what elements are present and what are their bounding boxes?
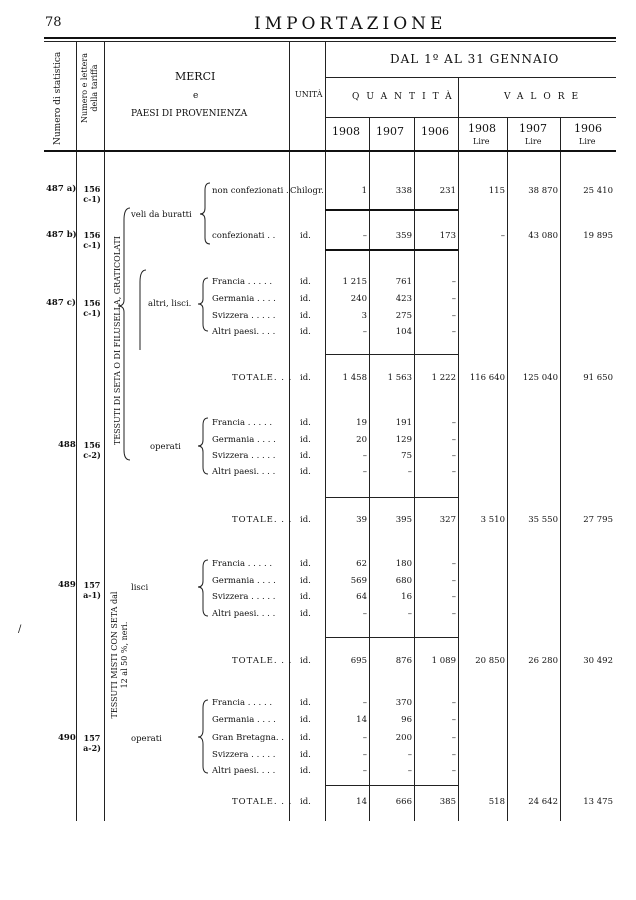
row-unit: id. bbox=[300, 592, 311, 602]
row-label: Altri paesi. . . . bbox=[212, 467, 276, 477]
quantity-cell-1908: 1 215 bbox=[342, 277, 367, 287]
quantity-cell-1908: – bbox=[362, 698, 367, 708]
row-unit: id. bbox=[300, 327, 311, 337]
row-unit: id. bbox=[300, 418, 311, 428]
row-unit: id. bbox=[300, 733, 311, 743]
quantity-cell-1907: 200 bbox=[395, 733, 412, 743]
row-unit: id. bbox=[300, 373, 311, 383]
paesi-header: PAESI DI PROVENIENZA bbox=[131, 109, 248, 119]
quantity-cell-1906: – bbox=[451, 559, 456, 569]
year-v-1907: 1907 bbox=[519, 122, 547, 135]
period-header: DAL 1º AL 31 GENNAIO bbox=[390, 52, 560, 66]
quantity-cell-1908: 14 bbox=[356, 715, 367, 725]
quantity-cell-1907: 191 bbox=[395, 418, 412, 428]
stat-489: 489 bbox=[58, 580, 76, 590]
group-lisci: lisci bbox=[131, 583, 149, 593]
lire-v-1907: Lire bbox=[525, 137, 542, 146]
quantity-cell-1906: 385 bbox=[439, 797, 456, 807]
quantity-cell-1907: 180 bbox=[395, 559, 412, 569]
row-unit: id. bbox=[300, 515, 311, 525]
group-tessuti-seta: TESSUTI DI SETA O DI FILUSELLA, GRATICOLATI bbox=[113, 236, 122, 445]
row-label: Francia . . . . . bbox=[212, 418, 273, 428]
quantity-cell-1908: 3 bbox=[361, 311, 367, 321]
tariff-r1: 156 c-1) bbox=[83, 184, 101, 204]
row-unit: id. bbox=[300, 656, 311, 666]
quantity-cell-1906: – bbox=[451, 750, 456, 760]
row-label: Francia . . . . . bbox=[212, 698, 273, 708]
quantity-cell-1907: 338 bbox=[395, 186, 412, 196]
quantity-cell-1907: 359 bbox=[395, 231, 412, 241]
group-altri-lisci: altri, lisci. bbox=[148, 299, 192, 309]
quantity-cell-1906: 327 bbox=[439, 515, 456, 525]
row-label: Germania . . . . bbox=[212, 576, 276, 586]
group-tessuti-misti-text: TESSUTI MISTI CON SETA dal 12 al 50 %, neri. bbox=[110, 591, 129, 719]
quantity-cell-1906: 231 bbox=[439, 186, 456, 196]
quantity-cell-1906: – bbox=[451, 576, 456, 586]
value-cell-1908: 115 bbox=[488, 186, 505, 196]
tariff-487c: 156 c-1) bbox=[83, 298, 101, 318]
lire-v-1906: Lire bbox=[579, 137, 596, 146]
brace-altri-outer bbox=[140, 270, 146, 350]
quantity-cell-1908: 569 bbox=[350, 576, 367, 586]
group-operati-1: operati bbox=[150, 442, 181, 452]
quantity-cell-1907: 680 bbox=[395, 576, 412, 586]
stat-r1: 487 a) bbox=[46, 184, 77, 194]
quantity-cell-1907: 423 bbox=[395, 294, 412, 304]
value-cell-1908: 3 510 bbox=[480, 515, 505, 525]
value-cell-1906: 25 410 bbox=[583, 186, 613, 196]
row-unit: id. bbox=[300, 609, 311, 619]
year-q-1908: 1908 bbox=[332, 125, 360, 138]
quantity-cell-1907: 129 bbox=[395, 435, 412, 445]
row-label: Francia . . . . . bbox=[212, 277, 273, 287]
value-cell-1907: 38 870 bbox=[528, 186, 558, 196]
quantity-cell-1906: – bbox=[451, 277, 456, 287]
row-label: non confezionati . bbox=[212, 186, 289, 196]
row-unit: id. bbox=[300, 576, 311, 586]
col-stat-header: Numero di statistica bbox=[53, 51, 63, 145]
row-unit: id. bbox=[300, 435, 311, 445]
quantity-cell-1908: 62 bbox=[356, 559, 367, 569]
quantity-cell-1906: – bbox=[451, 311, 456, 321]
row-unit: id. bbox=[300, 467, 311, 477]
quantity-cell-1906: 1 089 bbox=[431, 656, 456, 666]
brace-veli bbox=[200, 183, 210, 244]
quantity-cell-1907: 96 bbox=[401, 715, 412, 725]
quantity-cell-1908: – bbox=[362, 750, 367, 760]
row-unit: id. bbox=[300, 294, 311, 304]
row-unit: id. bbox=[300, 311, 311, 321]
quantity-cell-1908: – bbox=[362, 609, 367, 619]
brace-operati-2 bbox=[198, 700, 208, 773]
quantity-cell-1906: – bbox=[451, 698, 456, 708]
row-unit: id. bbox=[300, 715, 311, 725]
stat-488: 488 bbox=[58, 440, 76, 450]
row-unit: id. bbox=[300, 766, 311, 776]
row-label: Germania . . . . bbox=[212, 294, 276, 304]
row-label: Francia . . . . . bbox=[212, 559, 273, 569]
value-cell-1907: 26 280 bbox=[528, 656, 558, 666]
quantity-cell-1908: – bbox=[362, 766, 367, 776]
quantity-cell-1907: 275 bbox=[395, 311, 412, 321]
quantity-cell-1907: – bbox=[407, 609, 412, 619]
row-label: Germania . . . . bbox=[212, 435, 276, 445]
row-unit: id. bbox=[300, 451, 311, 461]
value-cell-1908: 20 850 bbox=[475, 656, 505, 666]
tariff-488: 156 c-2) bbox=[83, 440, 101, 460]
row-unit: id. bbox=[300, 231, 311, 241]
value-cell-1908: – bbox=[500, 231, 505, 241]
row-label: Svizzera . . . . . bbox=[212, 451, 276, 461]
quantity-cell-1908: 14 bbox=[356, 797, 367, 807]
quantity-cell-1907: – bbox=[407, 766, 412, 776]
row-label: Svizzera . . . . . bbox=[212, 592, 276, 602]
group-veli: veli da buratti bbox=[131, 210, 192, 220]
year-q-1907: 1907 bbox=[376, 125, 404, 138]
quantity-cell-1908: 1 458 bbox=[342, 373, 367, 383]
value-cell-1906: 13 475 bbox=[583, 797, 613, 807]
quantity-cell-1906: – bbox=[451, 592, 456, 602]
page-title: IMPORTAZIONE bbox=[254, 14, 447, 34]
row-unit: id. bbox=[300, 559, 311, 569]
value-cell-1907: 43 080 bbox=[528, 231, 558, 241]
quantity-cell-1908: 1 bbox=[361, 186, 367, 196]
e-header: e bbox=[193, 91, 199, 101]
row-label: Altri paesi. . . . bbox=[212, 766, 276, 776]
quantity-cell-1906: 173 bbox=[439, 231, 456, 241]
year-v-1908: 1908 bbox=[468, 122, 496, 135]
quantity-cell-1906: – bbox=[451, 766, 456, 776]
unita-header: UNITÀ bbox=[295, 90, 323, 99]
quantity-cell-1907: 370 bbox=[395, 698, 412, 708]
quantity-cell-1906: – bbox=[451, 327, 456, 337]
row-label: confezionati . . bbox=[212, 231, 276, 241]
value-cell-1906: 19 895 bbox=[583, 231, 613, 241]
tariff-r2: 156 c-1) bbox=[83, 230, 101, 250]
value-cell-1907: 35 550 bbox=[528, 515, 558, 525]
quantity-cell-1908: 240 bbox=[350, 294, 367, 304]
row-total-label: TOTALE. . . bbox=[232, 373, 293, 383]
quantity-cell-1906: – bbox=[451, 467, 456, 477]
quantity-cell-1907: 75 bbox=[401, 451, 412, 461]
value-cell-1907: 125 040 bbox=[522, 373, 558, 383]
stray-mark-1: / bbox=[18, 624, 22, 635]
tariff-490: 157 a-2) bbox=[83, 733, 101, 753]
quantity-cell-1906: – bbox=[451, 435, 456, 445]
brace-lisci bbox=[198, 560, 208, 616]
quantity-cell-1907: 876 bbox=[395, 656, 412, 666]
year-v-1906: 1906 bbox=[574, 122, 602, 135]
quantity-cell-1908: 39 bbox=[356, 515, 367, 525]
quantity-cell-1908: 19 bbox=[356, 418, 367, 428]
stat-r2: 487 b) bbox=[46, 230, 77, 240]
row-unit: id. bbox=[300, 698, 311, 708]
page-number: 78 bbox=[45, 15, 62, 30]
row-label: Gran Bretagna. . bbox=[212, 733, 285, 743]
quantity-cell-1908: – bbox=[362, 451, 367, 461]
value-cell-1906: 27 795 bbox=[583, 515, 613, 525]
valore-header: VALORE bbox=[504, 92, 586, 102]
lire-v-1908: Lire bbox=[473, 137, 490, 146]
row-unit: id. bbox=[300, 797, 311, 807]
merci-header: MERCI bbox=[175, 70, 216, 83]
row-label: Svizzera . . . . . bbox=[212, 750, 276, 760]
value-cell-1907: 24 642 bbox=[528, 797, 558, 807]
quantity-cell-1908: – bbox=[362, 467, 367, 477]
row-total-label: TOTALE. . . bbox=[232, 797, 293, 807]
quantity-cell-1907: 395 bbox=[395, 515, 412, 525]
quantity-cell-1907: 666 bbox=[395, 797, 412, 807]
quantity-cell-1908: 20 bbox=[356, 435, 367, 445]
quantity-cell-1907: 104 bbox=[395, 327, 412, 337]
brace-operati-1 bbox=[198, 418, 208, 474]
quantity-cell-1908: – bbox=[362, 327, 367, 337]
row-total-label: TOTALE. . . bbox=[232, 656, 293, 666]
row-label: Altri paesi. . . . bbox=[212, 327, 276, 337]
quantity-cell-1908: 695 bbox=[350, 656, 367, 666]
quantity-cell-1906: 1 222 bbox=[431, 373, 456, 383]
value-cell-1908: 116 640 bbox=[469, 373, 505, 383]
row-unit: id. bbox=[300, 750, 311, 760]
quantity-cell-1907: 1 563 bbox=[387, 373, 412, 383]
quantity-cell-1907: 16 bbox=[401, 592, 412, 602]
quantity-cell-1908: 64 bbox=[356, 592, 367, 602]
col-tariff-header-text: Numero e lettera della tariffa bbox=[80, 53, 99, 123]
row-label: Germania . . . . bbox=[212, 715, 276, 725]
quantita-header: QUANTITÀ bbox=[352, 92, 459, 102]
quantity-cell-1906: – bbox=[451, 715, 456, 725]
quantity-cell-1907: – bbox=[407, 750, 412, 760]
value-cell-1908: 518 bbox=[488, 797, 505, 807]
quantity-cell-1906: – bbox=[451, 418, 456, 428]
quantity-cell-1906: – bbox=[451, 451, 456, 461]
value-cell-1906: 30 492 bbox=[583, 656, 613, 666]
row-label: Svizzera . . . . . bbox=[212, 311, 276, 321]
stat-490: 490 bbox=[58, 733, 76, 743]
row-total-label: TOTALE. . . bbox=[232, 515, 293, 525]
brace-altri-lisci bbox=[198, 278, 208, 331]
row-label: Altri paesi. . . . bbox=[212, 609, 276, 619]
row-unit: id. bbox=[300, 277, 311, 287]
quantity-cell-1908: – bbox=[362, 231, 367, 241]
quantity-cell-1907: 761 bbox=[395, 277, 412, 287]
stat-487c: 487 c) bbox=[46, 298, 76, 308]
quantity-cell-1906: – bbox=[451, 733, 456, 743]
value-cell-1906: 91 650 bbox=[583, 373, 613, 383]
group-operati-2: operati bbox=[131, 734, 162, 744]
tariff-489: 157 a-1) bbox=[83, 580, 101, 600]
quantity-cell-1906: – bbox=[451, 294, 456, 304]
quantity-cell-1907: – bbox=[407, 467, 412, 477]
quantity-cell-1906: – bbox=[451, 609, 456, 619]
row-unit: Chilogr. bbox=[290, 186, 324, 196]
year-q-1906: 1906 bbox=[421, 125, 449, 138]
brace-tessuti-seta bbox=[118, 208, 130, 460]
quantity-cell-1908: – bbox=[362, 733, 367, 743]
